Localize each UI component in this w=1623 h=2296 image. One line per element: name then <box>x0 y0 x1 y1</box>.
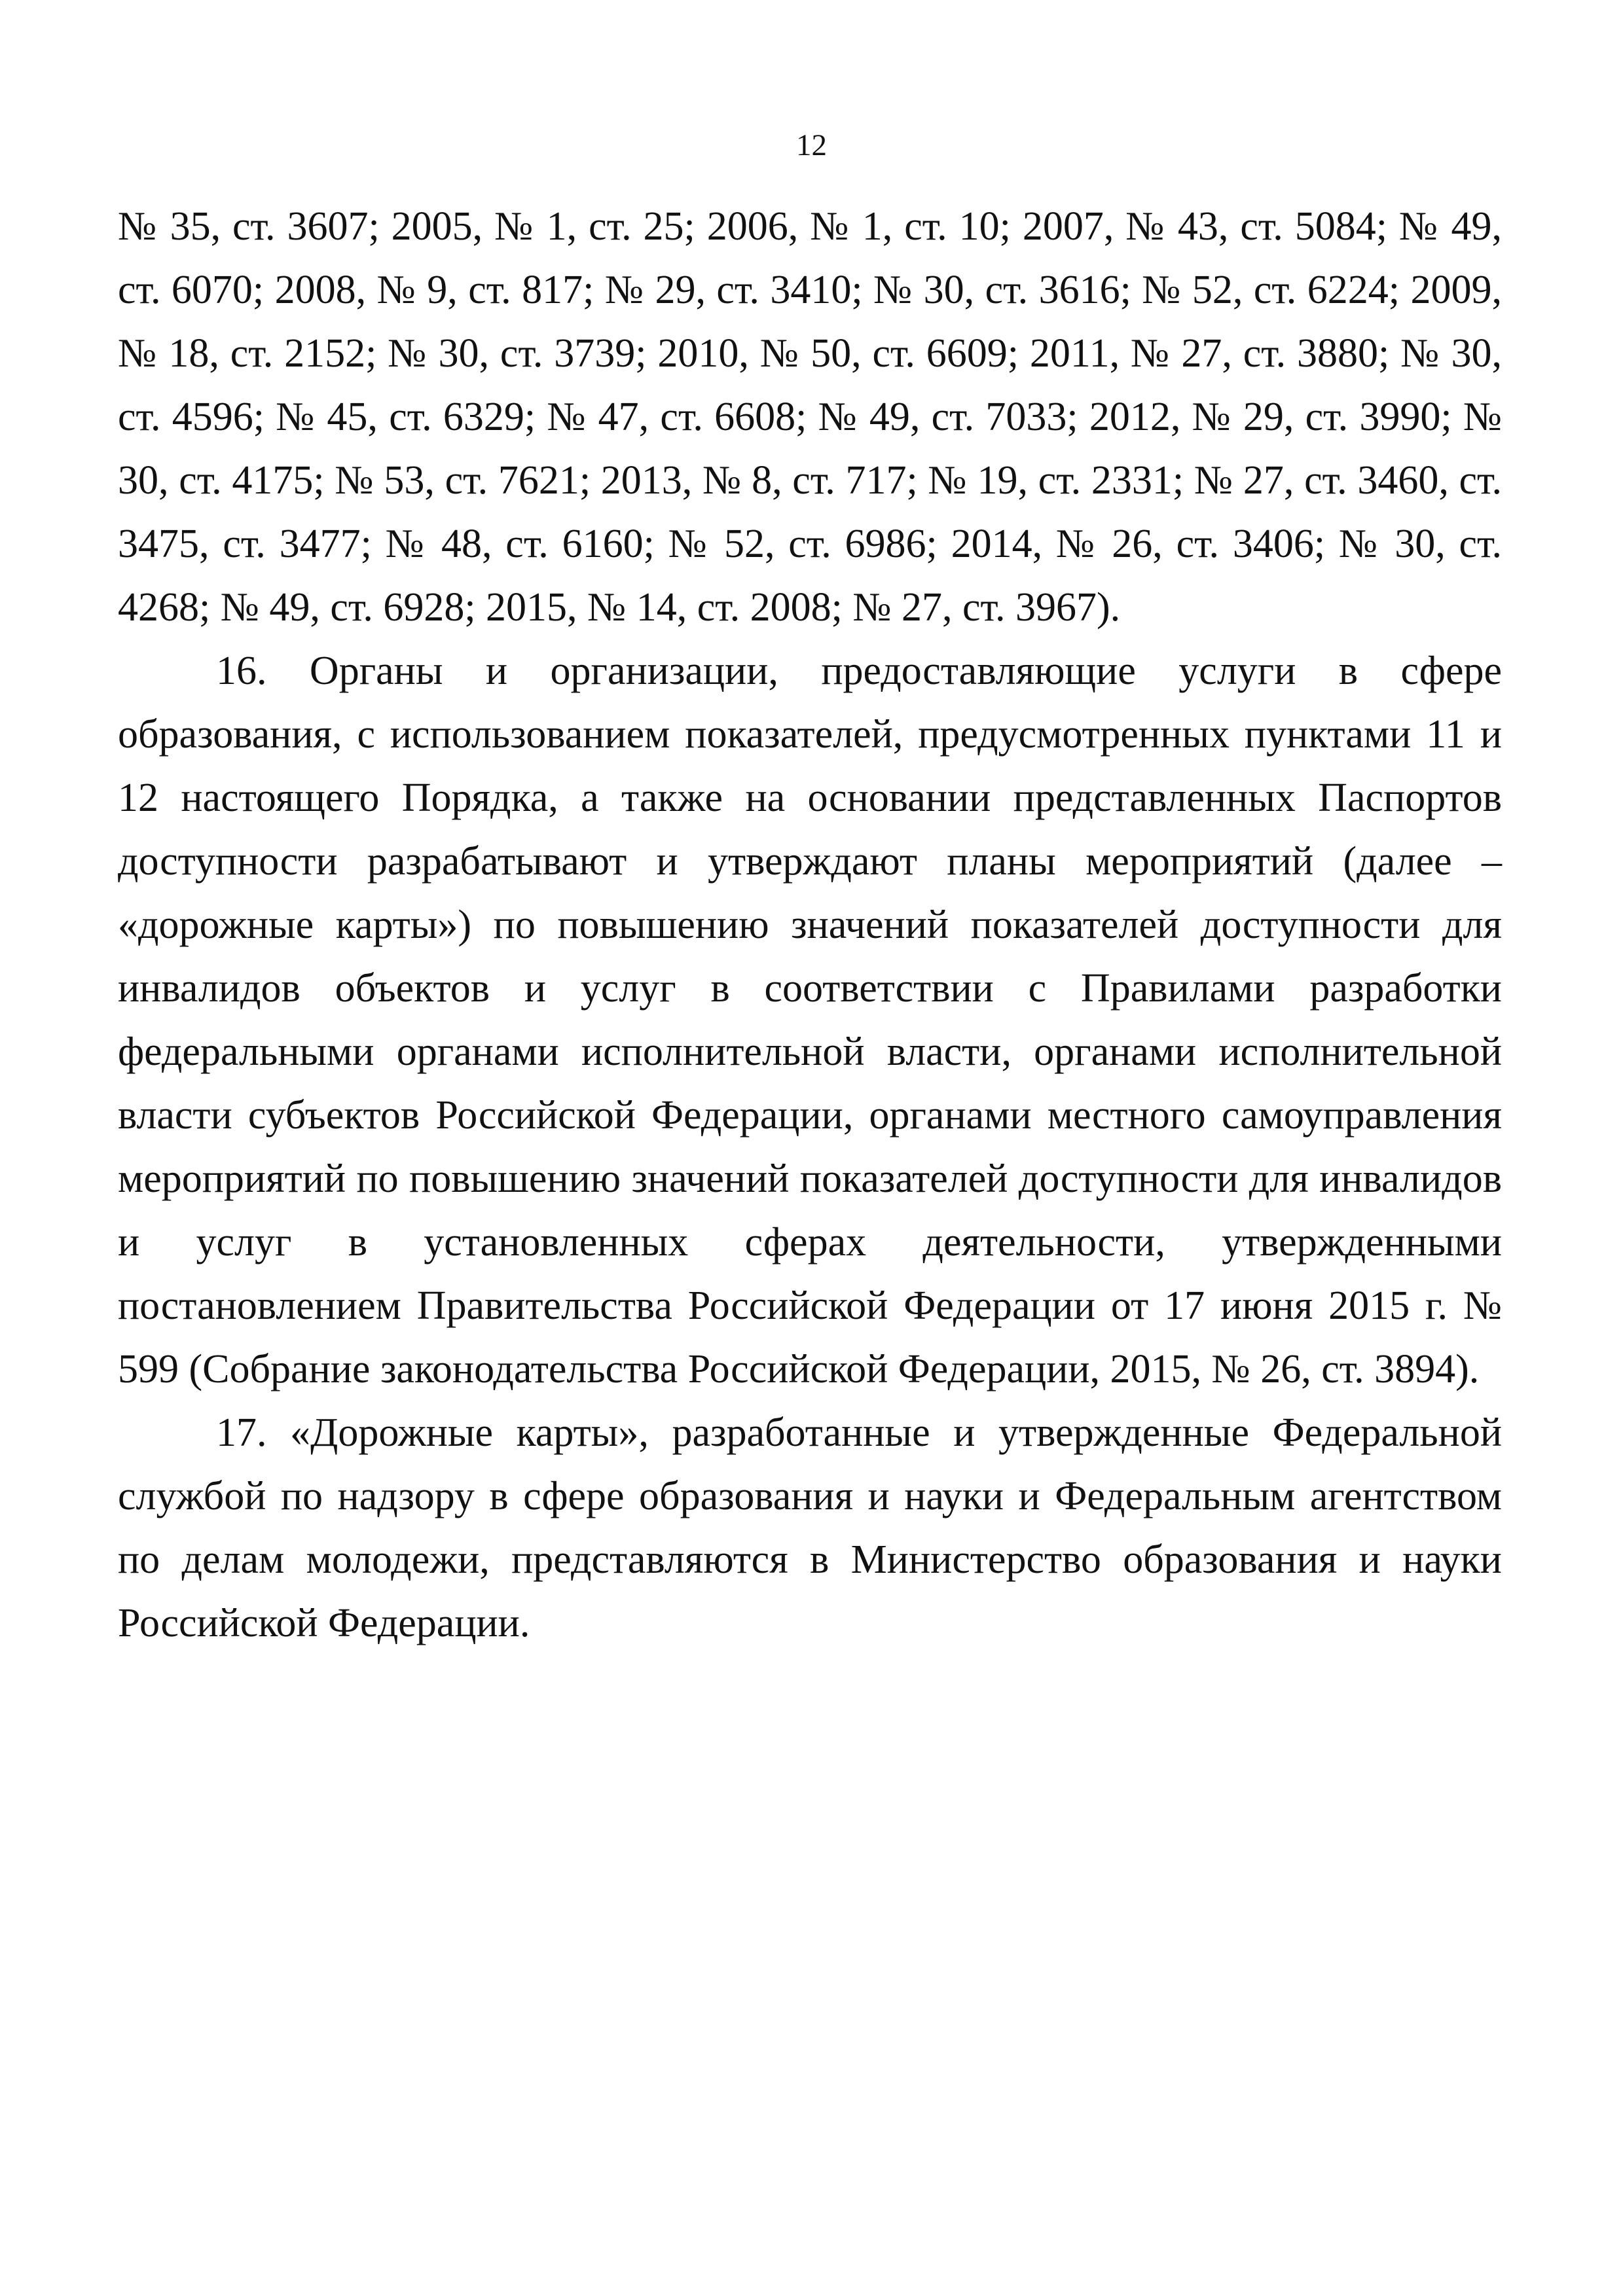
paragraph-item-16: 16. Органы и организации, предоставляющие услуги в сфере образования, с использованием показателей, предусмотренных пунктами 11 и 12 настоящего Порядка, а также на основании представленных Паспортов доступности разрабатывают и утверждают планы мероприятий (далее – «дорожные карты») по повышению значений показателей доступности для инвалидов объектов и услуг в соответствии с Правилами разработки федеральными органами исполнительной власти, органами исполнительной власти субъектов Российской Федерации, органами местного самоуправления мероприятий по повышению значений показателей доступности для инвалидов и услуг в установленных сферах деятельности, утвержденными постановлением Правительства Российской Федерации от 17 июня 2015 г. № 599 (Собрание законодательства Российской Федерации, 2015, № 26, ст. 3894). <box>118 649 1502 1391</box>
document-body <box>118 195 1502 1655</box>
page-number: 12 <box>796 128 827 162</box>
paragraph-item-17: 17. «Дорожные карты», разработанные и утвержденные Федеральной службой по надзору в сфере образования и науки и Федеральным агентством по делам молодежи, представляются в Министерство образования и науки Российской Федерации. <box>118 1410 1502 1645</box>
paragraph-citations-continued: № 35, ст. 3607; 2005, № 1, ст. 25; 2006, № 1, ст. 10; 2007, № 43, ст. 5084; № 49, ст. 6070; 2008, № 9, ст. 817; № 29, ст. 3410; № 30, ст. 3616; № 52, ст. 6224; 2009, № 18, ст. 2152; № 30, ст. 3739; 2010, № 50, ст. 6609; 2011, № 27, ст. 3880; № 30, ст. 4596; № 45, ст. 6329; № 47, ст. 6608; № 49, ст. 7033; 2012, № 29, ст. 3990; № 30, ст. 4175; № 53, ст. 7621; 2013, № 8, ст. 717; № 19, ст. 2331; № 27, ст. 3460, ст. 3475, ст. 3477; № 48, ст. 6160; № 52, ст. 6986; 2014, № 26, ст. 3406; № 30, ст. 4268; № 49, ст. 6928; 2015, № 14, ст. 2008; № 27, ст. 3967). <box>118 204 1502 630</box>
